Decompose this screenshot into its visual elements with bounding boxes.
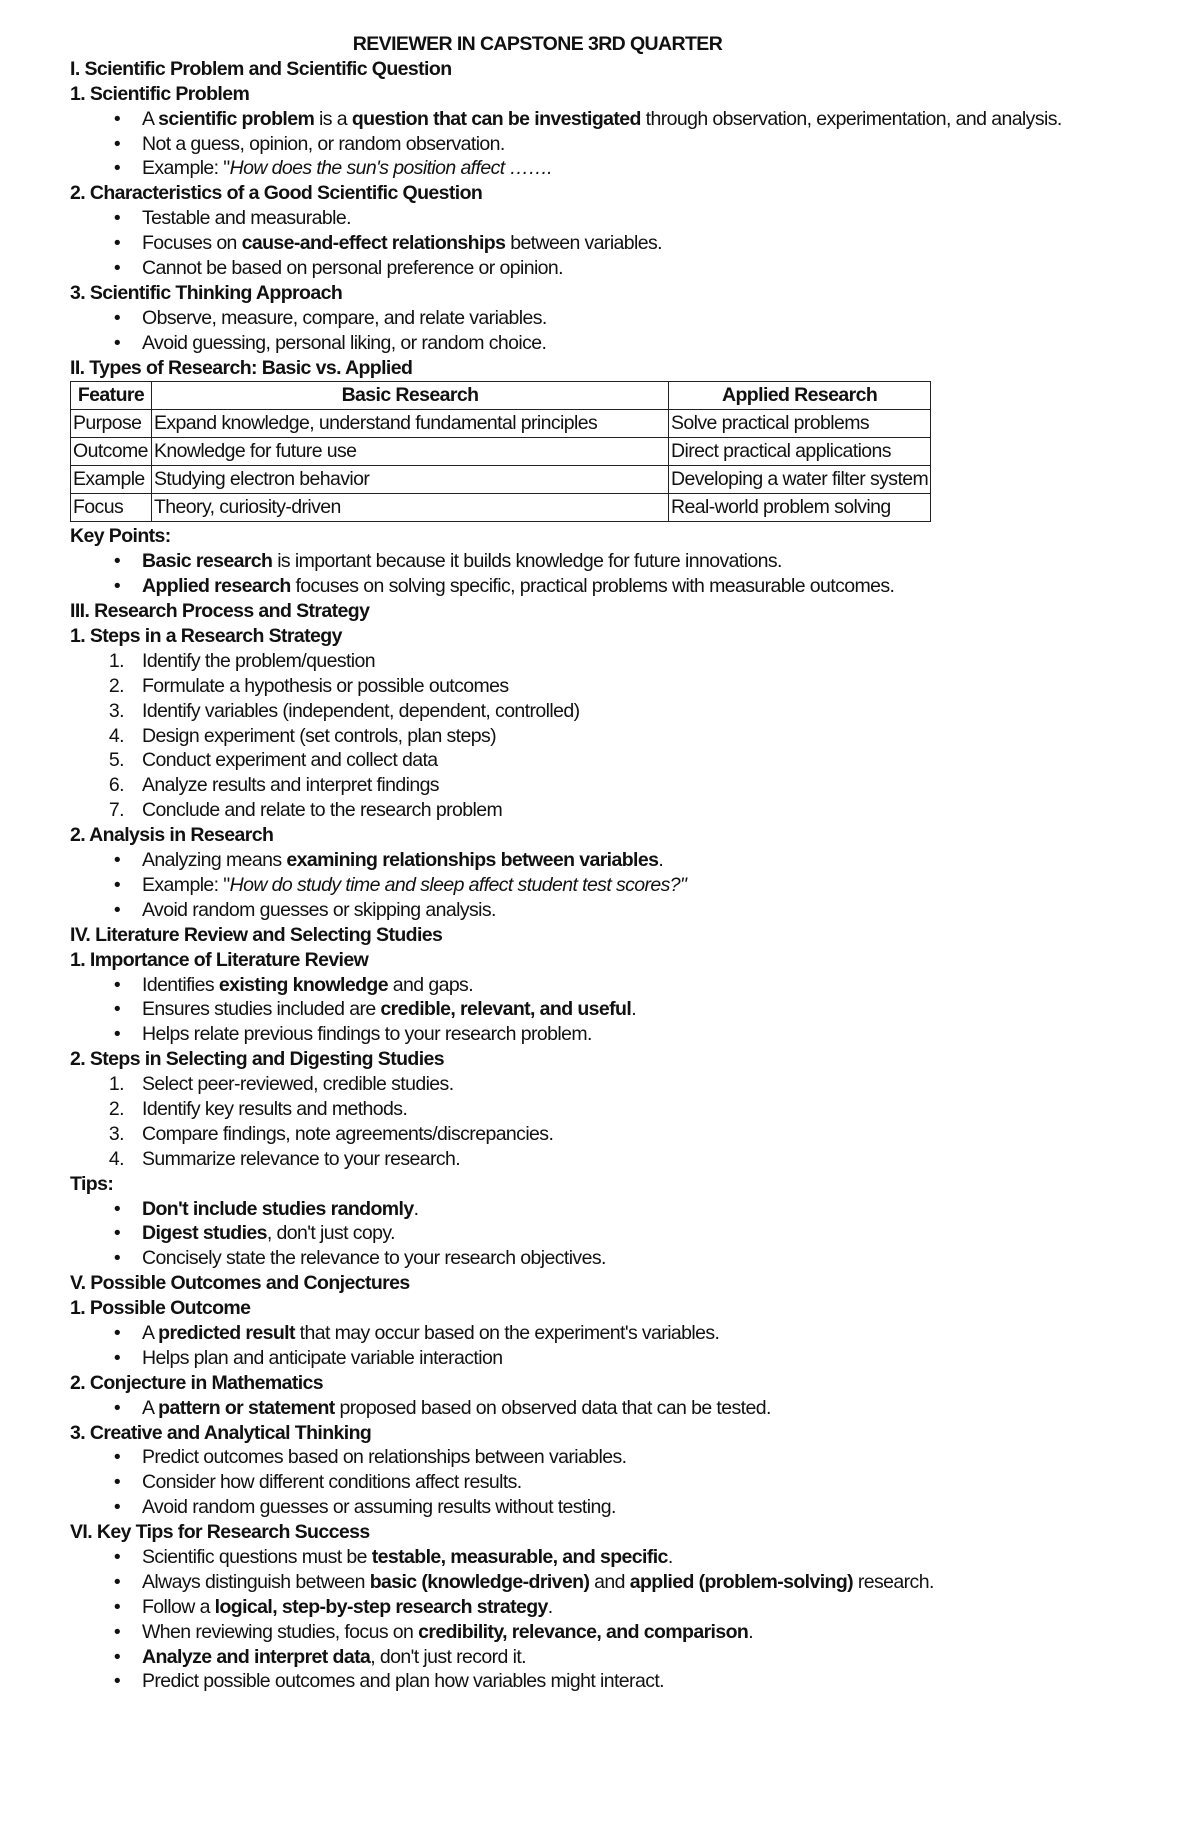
- subsection-heading: 1. Importance of Literature Review: [70, 948, 369, 971]
- bullet-item: • Avoid random guesses or skipping analysis.: [70, 898, 1150, 923]
- bullet-item: • Predict outcomes based on relationships between variables.: [70, 1445, 1150, 1470]
- numbered-item: 3. Compare findings, note agreements/discrepancies.: [108, 1122, 554, 1145]
- bullet-icon: •: [113, 1197, 121, 1220]
- bullet-icon: •: [113, 1645, 121, 1668]
- bullet-item: • Consider how different conditions affect results.: [70, 1470, 1150, 1495]
- subsection-heading: 3. Creative and Analytical Thinking: [70, 1421, 372, 1444]
- bullet-item: • Not a guess, opinion, or random observation.: [70, 132, 1150, 157]
- bullet-icon: •: [113, 232, 121, 255]
- bullet-item: • Concisely state the relevance to your research objectives.: [70, 1246, 1150, 1271]
- subsection-heading: 2. Characteristics of a Good Scientific Question: [70, 182, 483, 205]
- bullet-icon: •: [113, 331, 121, 354]
- table-cell: Solve practical problems: [669, 410, 931, 438]
- bullet-item: • Identifies existing knowledge and gaps.: [70, 973, 1150, 998]
- table-row: [71, 410, 931, 438]
- bullet-icon: •: [113, 1396, 121, 1419]
- bullet-item: • A pattern or statement proposed based on observed data that can be tested.: [70, 1396, 1150, 1421]
- bullet-item: • Analyzing means examining relationships between variables.: [70, 848, 1150, 873]
- table-row: [71, 494, 931, 522]
- bullet-icon: •: [113, 1670, 121, 1693]
- subsection-heading: 1. Possible Outcome: [70, 1297, 251, 1320]
- bullet-icon: •: [113, 998, 121, 1021]
- key-points-heading: Key Points:: [70, 525, 171, 548]
- table-cell: Expand knowledge, understand fundamental principles: [152, 410, 669, 438]
- numbered-item: 2. Identify key results and methods.: [108, 1097, 408, 1120]
- section-1-heading: I. Scientific Problem and Scientific Question: [70, 57, 452, 80]
- bullet-icon: •: [113, 1620, 121, 1643]
- bullet-item: • Observe, measure, compare, and relate variables.: [70, 306, 1150, 331]
- subsection-heading: 1. Scientific Problem: [70, 82, 250, 105]
- bullet-item: • Avoid random guesses or assuming results without testing.: [70, 1495, 1150, 1520]
- numbered-item: 1. Select peer-reviewed, credible studies.: [108, 1073, 454, 1096]
- table-cell: Outcome: [71, 438, 152, 466]
- bullet-icon: •: [113, 1222, 121, 1245]
- bullet-icon: •: [113, 1321, 121, 1344]
- section-2-heading: II. Types of Research: Basic vs. Applied: [70, 356, 413, 379]
- bullet-item: • Example: "How does the sun's position affect …….: [70, 156, 1150, 181]
- bullet-icon: •: [113, 1023, 121, 1046]
- table-header-cell: Applied Research: [669, 382, 931, 410]
- section-3-heading: III. Research Process and Strategy: [70, 600, 370, 623]
- document-title: REVIEWER IN CAPSTONE 3RD QUARTER: [352, 33, 723, 55]
- subsection-heading: 2. Analysis in Research: [70, 824, 274, 847]
- bullet-item: • Helps relate previous findings to your research problem.: [70, 1022, 1150, 1047]
- bullet-item: • Applied research focuses on solving specific, practical problems with measurable outcomes.: [70, 574, 1150, 599]
- bullet-icon: •: [113, 132, 121, 155]
- bullet-icon: •: [113, 873, 121, 896]
- bullet-icon: •: [113, 107, 121, 130]
- bullet-icon: •: [113, 575, 121, 598]
- bullet-icon: •: [113, 1570, 121, 1593]
- bullet-item: • Testable and measurable.: [70, 206, 1150, 231]
- bullet-icon: •: [113, 1446, 121, 1469]
- bullet-item: • When reviewing studies, focus on credibility, relevance, and comparison.: [70, 1620, 1150, 1645]
- table-cell: Studying electron behavior: [152, 466, 669, 494]
- bullet-item: • Analyze and interpret data, don't just record it.: [70, 1645, 1150, 1670]
- subsection-heading: 2. Steps in Selecting and Digesting Studies: [70, 1048, 445, 1071]
- bullet-item: • Example: "How do study time and sleep affect student test scores?": [70, 873, 1150, 898]
- numbered-item: 5. Conduct experiment and collect data: [108, 749, 438, 772]
- subsection-heading: 1. Steps in a Research Strategy: [70, 625, 342, 648]
- subsection-heading: 2. Conjecture in Mathematics: [70, 1371, 324, 1394]
- numbered-item: 3. Identify variables (independent, dependent, controlled): [108, 699, 580, 722]
- bullet-item: • Helps plan and anticipate variable interaction: [70, 1346, 1150, 1371]
- bullet-item: • A scientific problem is a question that can be investigated through observation, experimentation, and analysis.: [70, 107, 1150, 132]
- table-cell: Example: [71, 466, 152, 494]
- bullet-icon: •: [113, 157, 121, 180]
- bullet-icon: •: [113, 1595, 121, 1618]
- numbered-item: 7. Conclude and relate to the research problem: [108, 799, 503, 822]
- table-header-row: [71, 382, 931, 410]
- bullet-icon: •: [113, 1545, 121, 1568]
- table-cell: Developing a water filter system: [669, 466, 931, 494]
- bullet-icon: •: [113, 898, 121, 921]
- table-row: [71, 438, 931, 466]
- bullet-item: • Digest studies, don't just copy.: [70, 1221, 1150, 1246]
- bullet-icon: •: [113, 1471, 121, 1494]
- table-header-cell: Basic Research: [152, 382, 669, 410]
- bullet-item: • Cannot be based on personal preference or opinion.: [70, 256, 1150, 281]
- table-row: [71, 466, 931, 494]
- numbered-item: 4. Design experiment (set controls, plan steps): [108, 724, 497, 747]
- bullet-item: • A predicted result that may occur based on the experiment's variables.: [70, 1321, 1150, 1346]
- document-page: [70, 32, 1150, 1694]
- bullet-icon: •: [113, 849, 121, 872]
- research-comparison-table: [70, 381, 931, 522]
- bullet-icon: •: [113, 306, 121, 329]
- bullet-item: • Follow a logical, step-by-step research strategy.: [70, 1595, 1150, 1620]
- bullet-icon: •: [113, 1496, 121, 1519]
- bullet-icon: •: [113, 550, 121, 573]
- bullet-item: • Avoid guessing, personal liking, or random choice.: [70, 331, 1150, 356]
- section-6-heading: VI. Key Tips for Research Success: [70, 1521, 370, 1544]
- numbered-item: 2. Formulate a hypothesis or possible outcomes: [108, 674, 509, 697]
- numbered-item: 4. Summarize relevance to your research.: [108, 1147, 461, 1170]
- bullet-icon: •: [113, 1247, 121, 1270]
- numbered-item: 1. Identify the problem/question: [108, 649, 376, 672]
- table-cell: Purpose: [71, 410, 152, 438]
- subsection-heading: 3. Scientific Thinking Approach: [70, 281, 343, 304]
- bullet-item: • Ensures studies included are credible, relevant, and useful.: [70, 997, 1150, 1022]
- table-cell: Real-world problem solving: [669, 494, 931, 522]
- tips-heading: Tips:: [70, 1172, 114, 1195]
- section-5-heading: V. Possible Outcomes and Conjectures: [70, 1272, 410, 1295]
- bullet-icon: •: [113, 257, 121, 280]
- numbered-item: 6. Analyze results and interpret findings: [108, 774, 439, 797]
- bullet-icon: •: [113, 207, 121, 230]
- bullet-icon: •: [113, 973, 121, 996]
- table-cell: Focus: [71, 494, 152, 522]
- bullet-item: • Scientific questions must be testable, measurable, and specific.: [70, 1545, 1150, 1570]
- bullet-item: • Always distinguish between basic (knowledge-driven) and applied (problem-solving) research.: [70, 1570, 1150, 1595]
- table-cell: Theory, curiosity-driven: [152, 494, 669, 522]
- bullet-item: • Predict possible outcomes and plan how variables might interact.: [70, 1669, 1150, 1694]
- table-cell: Direct practical applications: [669, 438, 931, 466]
- bullet-item: • Basic research is important because it builds knowledge for future innovations.: [70, 549, 1150, 574]
- bullet-item: • Don't include studies randomly.: [70, 1197, 1150, 1222]
- table-cell: Knowledge for future use: [152, 438, 669, 466]
- section-4-heading: IV. Literature Review and Selecting Studies: [70, 923, 443, 946]
- bullet-icon: •: [113, 1346, 121, 1369]
- bullet-item: • Focuses on cause-and-effect relationships between variables.: [70, 231, 1150, 256]
- table-header-cell: Feature: [71, 382, 152, 410]
